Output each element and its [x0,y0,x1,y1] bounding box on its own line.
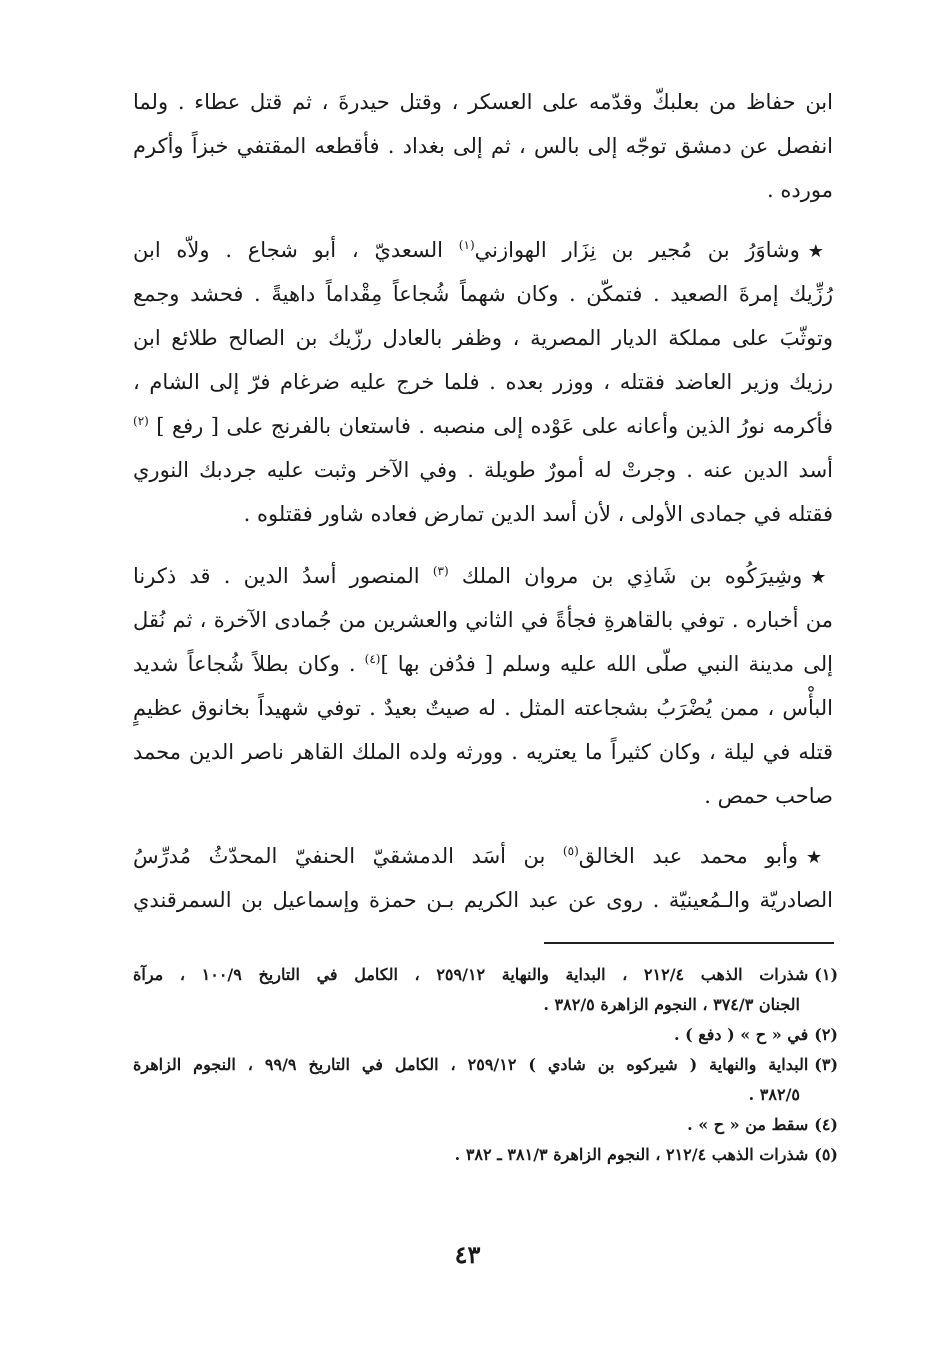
text-line [133,642,833,686]
text-segment: وشاوَرُ بن مُجير بن نِزَار الهوازني [474,238,800,262]
text-segment: . وكان بطلاً شُجاعاً شديد [133,652,356,676]
text-line: انفصل عن دمشق توجّه إلى بالس ، ثم إلى بغداد . فأقطعه المقتفي خبزاً وأكرم [133,134,833,158]
star-marker: ★ [810,567,833,588]
text-line: قتله في ليلة ، وكان كثيراً ما يعتريه . وورثه ولده الملك القاهر ناصر الدين محمد [133,740,833,764]
footnote-text: سقط من « ح » . [687,1115,809,1134]
text-segment: بن أسَد الدمشقيّ الحنفيّ المحدّثُ مُدرِّسُ [133,844,546,868]
text-line: رزيك وزير العاضد فقتله ، ووزر بعده . فلما خرج عليه ضرغام فرّ إلى الشام ، [133,370,833,394]
footnote-text: البداية والنهاية ( شيركوه بن شادي ) ٢٥٩/١٢ ، الكامل في التاريخ ٩٩/٩ ، النجوم الزاهرة [133,1055,809,1074]
text-line: الصادريّة والـمُعينيّة . روى عن عبد الكريم بـن حمزة وإسماعيل بن السمرقندي [133,888,833,912]
footnote-ref[interactable]: (١) [458,238,475,252]
text-segment: وأبو محمد عبد الخالق [578,844,798,868]
footnote-text: شذرات الذهب ٢١٢/٤ ، البداية والنهاية ٢٥٩/١٢ ، الكامل في التاريخ ١٠٠/٩ ، مرآة [133,965,809,984]
paragraph-3 [133,554,833,818]
footnote-number: (٥) [814,1145,838,1164]
text-segment: السعديّ ، أبو شجاع . ولاّه ابن [133,238,444,262]
text-line: من أخباره . توفي بالقاهرةِ فجأةً في الثاني والعشرين من جُمادى الآخرة ، ثم نُقل [133,608,833,632]
text-line: وتوثّبَ على مملكة الديار المصرية ، وظفر بالعادل رزّيك بن الصالح طلائع ابن [133,326,833,350]
text-segment: إلى مدينة النبي صلّى الله عليه وسلم [ فدُفن بها ] [380,652,833,676]
footnote-5 [133,1140,838,1170]
footnote-text: في « ح » ( دفع ) . [673,1025,809,1044]
text-line [133,228,833,272]
text-line: فقتله في جمادى الأولى ، لأن أسد الدين تمارض فعاده شاور فقتلوه . [243,502,833,526]
footnote-ref[interactable]: (٥) [562,844,579,858]
footnote-ref[interactable]: (٤) [364,652,381,666]
footnote-number: (٢) [814,1025,838,1044]
footnote-ref[interactable]: (٢) [133,414,149,428]
text-line [133,834,833,878]
star-marker: ★ [806,847,833,868]
text-line: مورده . [767,178,833,202]
footnote-3 [133,1050,838,1080]
text-line: البأْس ، ممن يُضْرَبُ بشجاعته المثل . له صيتٌ بعيدٌ . توفي شهيداً بخانوق عظيمٍ [133,696,833,720]
paragraph-4 [133,834,833,922]
text-line: أسد الدين عنه . وجرتْ له أمورٌ طويلة . وفي الآخر وثبت عليه جردبك النوري [133,458,833,482]
text-line: صاحب حمص . [704,784,833,808]
page-number: ٤٣ [454,1240,481,1269]
footnote-separator [544,942,834,944]
footnote-1-continued: الجنان ٣٧٤/٣ ، النجوم الزاهرة ٣٨٢/٥ . [543,995,800,1014]
footnote-1 [133,960,838,990]
paragraph-2 [133,228,833,536]
footnote-3-continued: ٣٨٢/٥ . [748,1085,800,1104]
footnote-number: (١) [814,965,838,984]
text-line: رُزِّيك إمرةَ الصعيد . فتمكّن . وكان شهماً شُجاعاً مِقْداماً داهيةً . فحشد وجمع [133,282,833,306]
footnote-ref[interactable]: (٣) [432,564,449,578]
footnote-text: شذرات الذهب ٢١٢/٤ ، النجوم الزاهرة ٣٨١/٣ ـ ٣٨٢ . [454,1145,809,1164]
footnote-2 [133,1020,838,1050]
footnote-number: (٣) [814,1055,838,1074]
text-line: ابن حفاظ من بعلبكّ وقدّمه على العسكر ، وقتل حيدرةَ ، ثم قتل عطاء . ولما [133,90,833,114]
text-segment: وشِيرَكُوه بن شَاذِي بن مروان الملك [461,564,803,588]
footnotes [133,960,838,1170]
paragraph-1 [133,80,833,212]
star-marker: ★ [807,241,833,262]
text-segment: فأكرمه نورُ الذين وأعانه على عَوْده إلى منصبه . فاستعان بالفرنج على [ رفع ] [156,414,833,438]
text-line [133,404,833,448]
text-segment: المنصور أسدُ الدين . قد ذكرنا [133,564,420,588]
footnote-4 [133,1110,838,1140]
text-line [133,554,833,598]
footnote-number: (٤) [814,1115,838,1134]
